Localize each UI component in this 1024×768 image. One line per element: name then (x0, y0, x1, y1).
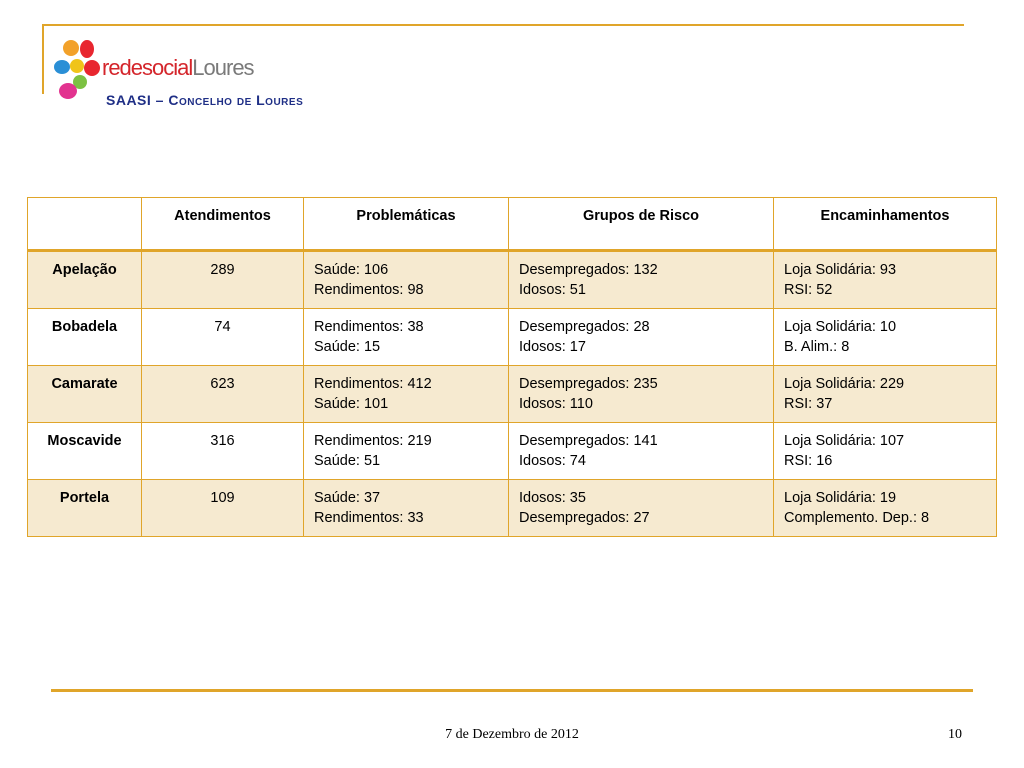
encaminhamentos-cell (774, 480, 997, 537)
cell-line: Saúde: 106 (314, 262, 389, 278)
row-label: Apelação (28, 251, 142, 309)
column-header-encaminhamentos: Encaminhamentos (774, 198, 997, 251)
problematicas-cell (304, 366, 509, 423)
table-row (28, 480, 997, 537)
cell-line: Complemento. Dep.: 8 (784, 510, 930, 526)
cell-line: Desempregados: 28 (519, 319, 650, 335)
cell-line: Saúde: 101 (314, 396, 389, 412)
row-label: Moscavide (28, 423, 142, 480)
cell-line: Idosos: 74 (519, 453, 586, 469)
cell-line: Desempregados: 141 (519, 433, 658, 449)
problematicas-cell (304, 423, 509, 480)
table-header-row (28, 198, 997, 251)
footer-date: 7 de Dezembro de 2012 (445, 727, 579, 742)
left-rule (42, 24, 44, 94)
problematicas-cell (304, 251, 509, 309)
atendimentos-cell: 289 (142, 251, 304, 309)
grupos-cell (509, 480, 774, 537)
row-label: Camarate (28, 366, 142, 423)
column-header-problematicas: Problemáticas (304, 198, 509, 251)
cell-line: Idosos: 17 (519, 339, 586, 355)
cell-line: B. Alim.: 8 (784, 339, 850, 355)
cell-line: Loja Solidária: 10 (784, 319, 897, 335)
top-rule (42, 24, 964, 26)
atendimentos-cell: 623 (142, 366, 304, 423)
cell-line: Idosos: 51 (519, 282, 586, 298)
row-label: Bobadela (28, 309, 142, 366)
cell-line: Rendimentos: 38 (314, 319, 424, 335)
slide-subtitle: SAASI – Concelho de Loures (106, 92, 304, 108)
cell-line: Desempregados: 132 (519, 262, 658, 278)
cell-line: Rendimentos: 412 (314, 376, 432, 392)
cell-line: Loja Solidária: 93 (784, 262, 897, 278)
cell-line: Rendimentos: 98 (314, 282, 424, 298)
data-table (27, 197, 997, 537)
atendimentos-cell: 109 (142, 480, 304, 537)
cell-line: Idosos: 110 (519, 396, 593, 412)
table-row (28, 309, 997, 366)
cell-line: Saúde: 37 (314, 490, 381, 506)
logo-wordmark-grey: Loures (192, 55, 254, 80)
column-header-atendimentos: Atendimentos (142, 198, 304, 251)
cell-line: Desempregados: 235 (519, 376, 658, 392)
cell-line: RSI: 52 (784, 282, 833, 298)
cell-line: Rendimentos: 219 (314, 433, 432, 449)
logo-wordmark (102, 55, 254, 81)
encaminhamentos-cell (774, 309, 997, 366)
encaminhamentos-cell (774, 251, 997, 309)
bottom-rule (51, 689, 973, 692)
table-row (28, 366, 997, 423)
logo-petals-icon (52, 36, 102, 102)
column-header-corner (28, 198, 142, 251)
cell-line: Loja Solidária: 19 (784, 490, 897, 506)
encaminhamentos-cell (774, 366, 997, 423)
encaminhamentos-cell (774, 423, 997, 480)
cell-line: Saúde: 15 (314, 339, 381, 355)
grupos-cell (509, 423, 774, 480)
cell-line: Saúde: 51 (314, 453, 381, 469)
table-row (28, 423, 997, 480)
grupos-cell (509, 251, 774, 309)
atendimentos-cell: 74 (142, 309, 304, 366)
grupos-cell (509, 309, 774, 366)
page-number: 10 (948, 727, 962, 742)
logo-wordmark-red: redesocial (102, 55, 193, 80)
cell-line: Loja Solidária: 229 (784, 376, 905, 392)
problematicas-cell (304, 480, 509, 537)
cell-line: Desempregados: 27 (519, 510, 650, 526)
cell-line: RSI: 37 (784, 396, 833, 412)
column-header-grupos-de-risco: Grupos de Risco (509, 198, 774, 251)
atendimentos-cell: 316 (142, 423, 304, 480)
cell-line: Loja Solidária: 107 (784, 433, 905, 449)
row-label: Portela (28, 480, 142, 537)
problematicas-cell (304, 309, 509, 366)
cell-line: Rendimentos: 33 (314, 510, 424, 526)
grupos-cell (509, 366, 774, 423)
cell-line: RSI: 16 (784, 453, 833, 469)
cell-line: Idosos: 35 (519, 490, 586, 506)
table-row (28, 251, 997, 309)
